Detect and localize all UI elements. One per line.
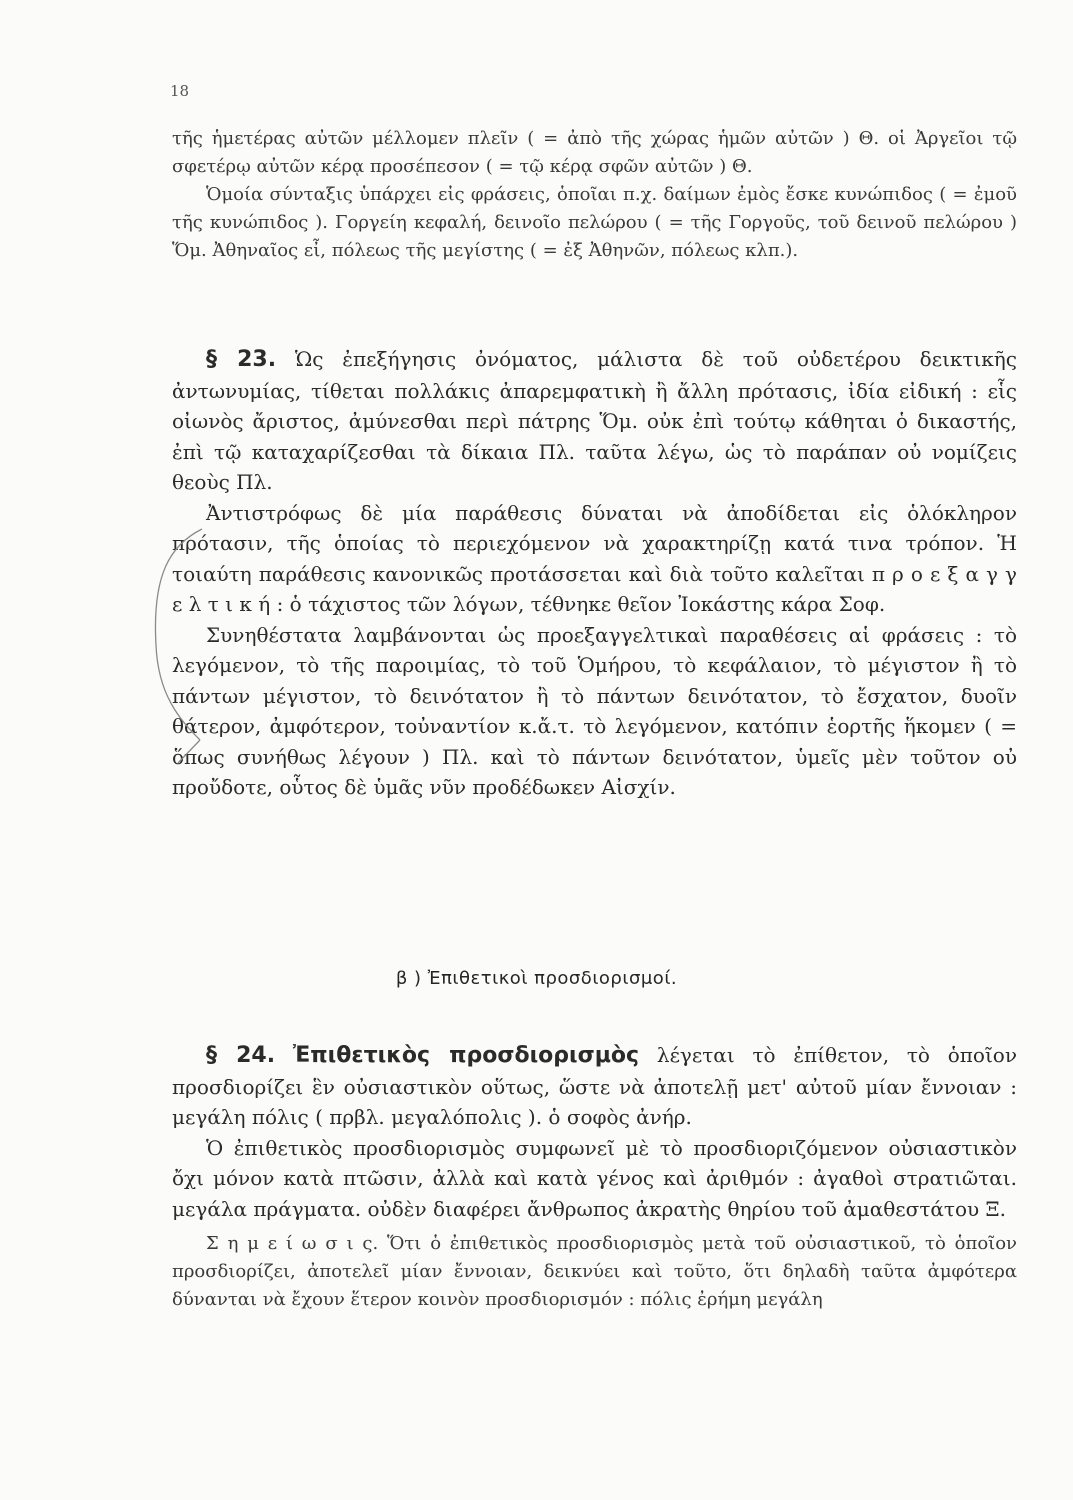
section-23-apposition-paragraph: Ἀντιστρόφως δὲ μία παράθεσις δύναται νὰ ἀποδίδεται εἰς ὁλόκληρον πρότασιν, τῆς ὁποίας τὸ περιεχόμενον νὰ χαρακτηρίζῃ κατά τινα τρόπον. Ἡ τοιαύτη παράθεσις κανονικῶς προτάσσεται καὶ διὰ τοῦτο καλεῖται π ρ ο ε ξ α γ γ ε λ τ ι κ ή : ὁ τάχιστος τῶν λόγων, τέθνηκε θεῖον Ἰοκάστης κάρα Σοφ. bbox=[172, 500, 1017, 616]
section-24-agreement-paragraph: Ὁ ἐπιθετικὸς προσδιορισμὸς συμφωνεῖ μὲ τὸ προσδιοριζόμενον οὐσιαστικὸν ὄχι μόνον κατὰ πτῶσιν, ἀλλὰ καὶ κατὰ γένος καὶ ἀριθμόν : ἀγαθοὶ στρατιῶται. μεγάλα πράγματα. οὐδὲν διαφέρει ἄνθρωπος ἀκρατὴς θηρίου τοῦ ἀμαθεστάτου Ξ. bbox=[172, 1135, 1017, 1221]
pencil-margin-mark bbox=[140, 525, 210, 765]
section-24 bbox=[172, 1040, 1017, 1314]
section-23 bbox=[172, 344, 1017, 803]
section-23-paragraph: Ὡς ἐπεξήγησις ὀνόματος, μάλιστα δὲ τοῦ οὐδετέρου δεικτικῆς ἀντωνυμίας, τίθεται πολλάκις ἀπαρεμφατικὴ ἢ ἄλλη πρότασις, ἰδία εἰδική : εἷς οἰωνὸς ἄριστος, ἀμύνεσθαι περὶ πάτρης Ὅμ. οὐκ ἐπὶ τούτῳ κάθηται ὁ δικαστής, ἐπὶ τῷ καταχαρίζεσθαι τὰ δίκαια Πλ. ταῦτα λέγω, ὡς τὸ παράπαν οὐ νομίζεις θεοὺς Πλ. bbox=[172, 347, 1017, 494]
section-24-note: Σ η μ ε ί ω σ ι ς. Ὅτι ὁ ἐπιθετικὸς προσδιορισμὸς μετὰ τοῦ οὐσιαστικοῦ, τὸ ὁποῖον προσδιορίζει, ἀποτελεῖ μίαν ἔννοιαν, δεικνύει καὶ τοῦτο, ὅτι δηλαδὴ ταῦτα ἀμφότερα δύνανται νὰ ἔχουν ἕτερον κοινὸν προσδιορισμόν : πόλις ἐρήμη μεγάλη bbox=[172, 1233, 1017, 1310]
section-24-label: § 24. bbox=[206, 1043, 276, 1068]
continuation-paragraph: τῆς ἡμετέρας αὐτῶν μέλλομεν πλεῖν ( = ἀπὸ τῆς χώρας ἡμῶν αὐτῶν ) Θ. οἱ Ἀργεῖοι τῷ σφετέρῳ αὐτῶν κέρᾳ προσέπεσον ( = τῷ κέρᾳ σφῶν αὐτῶν ) Θ. bbox=[172, 128, 1017, 177]
section-24-term: Ἐπιθετικὸς προσδιορισμὸς bbox=[292, 1043, 640, 1068]
subheading-attributive: β ) Ἐπιθετικοὶ προσδιορισμοί. bbox=[395, 968, 678, 989]
continuation-block bbox=[172, 125, 1017, 265]
syntax-paragraph: Ὁμοία σύνταξις ὑπάρχει εἰς φράσεις, ὁποῖαι π.χ. δαίμων ἐμὸς ἔσκε κυνώπιδος ( = ἐμοῦ τῆς κυνώπιδος ). Γοργείη κεφαλή, δεινοῖο πελώρου ( = τῆς Γοργοῦς, τοῦ δεινοῦ πελώρου ) Ὅμ. Ἀθηναῖος εἶ, πόλεως τῆς μεγίστης ( = ἐξ Ἀθηνῶν, πόλεως κλπ.). bbox=[172, 184, 1017, 261]
section-23-label: § 23. bbox=[206, 347, 277, 372]
section-24-definition: λέγεται τὸ ἐπίθετον, τὸ ὁποῖον προσδιορίζει ἓν οὐσιαστικὸν οὕτως, ὥστε νὰ ἀποτελῇ μετ' αὐτοῦ μίαν ἔννοιαν : μεγάλη πόλις ( πρβλ. μεγαλόπολις ). ὁ σοφὸς ἀνήρ. bbox=[172, 1043, 1018, 1129]
section-23-phrases-paragraph: Συνηθέστατα λαμβάνονται ὡς προεξαγγελτικαὶ παραθέσεις αἱ φράσεις : τὸ λεγόμενον, τὸ τῆς παροιμίας, τὸ τοῦ Ὁμήρου, τὸ κεφάλαιον, τὸ μέγιστον ἢ τὸ πάντων μέγιστον, τὸ δεινότατον ἢ τὸ πάντων δεινότατον, τὸ ἔσχατον, δυοῖν θάτερον, ἀμφότερον, τοὐναντίον κ.ἄ.τ. τὸ λεγόμενον, κατόπιν ἑορτῆς ἥκομεν ( = ὅπως συνήθως λέγουν ) Πλ. καὶ τὸ πάντων δεινότατον, ὑμεῖς μὲν τοῦτον οὐ προὔδοτε, οὗτος δὲ ὑμᾶς νῦν προδέδωκεν Αἰσχίν. bbox=[172, 622, 1017, 799]
page-number: 18 bbox=[170, 82, 190, 100]
